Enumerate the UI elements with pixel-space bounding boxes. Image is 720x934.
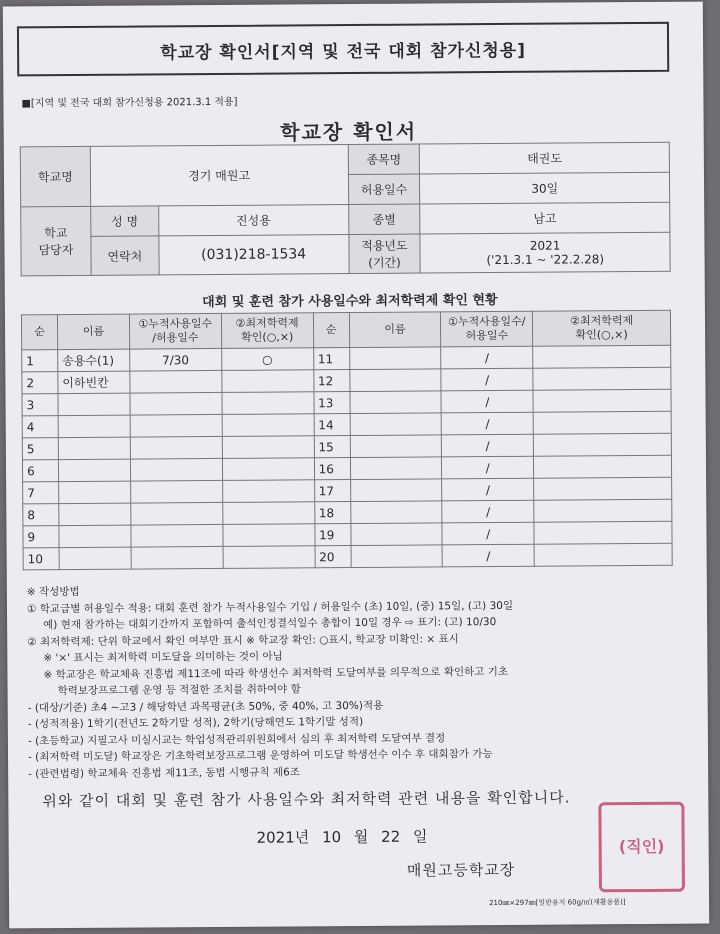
usage-cell-name [59, 547, 131, 570]
usage-cell-check: ○ [221, 348, 313, 371]
usage-cell-no2: 17 [314, 480, 350, 502]
instruction-line: 학력보장프로그램 운영 등 적절한 조치를 취하여야 함 [57, 683, 301, 698]
usage-cell-name2 [350, 391, 442, 414]
usage-cell-name [59, 525, 131, 548]
usage-cell-check [222, 392, 314, 415]
usage-header-cell: ①누적사용일수 /허용일수 [129, 313, 221, 349]
usage-cell-name2 [350, 501, 442, 524]
gender-value: 남고 [420, 202, 670, 234]
days-value: 30일 [420, 172, 670, 204]
usage-cell-name2 [350, 435, 442, 458]
usage-header-cell: 순 [313, 313, 349, 348]
instruction-line: 예) 현재 참가하는 대회기간까지 포함하여 출석인정결석일수 총합이 10일 경우 ⇨ 표기: (고) 10/30 [43, 616, 497, 632]
usage-cell-days [131, 524, 223, 547]
contact-value: (031)218-1534 [159, 235, 349, 275]
usage-cell-check [222, 370, 314, 393]
usage-cell-name2 [350, 523, 442, 546]
paper-spec-footnote: 210㎜×297㎜[일반용지 60g/㎡(재활용품)] [489, 898, 626, 908]
usage-cell-no: 10 [23, 548, 59, 570]
name-label: 성 명 [91, 206, 159, 236]
usage-cell-days2: / [441, 368, 533, 391]
usage-cell-days2: / [442, 478, 534, 501]
usage-cell-no: 6 [22, 460, 58, 482]
usage-header-cell: 순 [21, 315, 57, 350]
usage-cell-days: 7/30 [130, 348, 222, 371]
instruction-line: ② 최저학력제: 단위 학교에서 확인 여부만 표시 ※ 학교장 확인: ○표시, 학교장 미확인: × 표시 [27, 632, 459, 648]
form-note: ■[지역 및 전국 대회 참가신청용 2021.3.1 적용] [21, 96, 238, 110]
usage-cell-days [131, 546, 223, 569]
instruction-line: - (초등학교) 지필고사 미실시교는 학업성적관리위원회에서 심의 후 최저학력 도달여부 결정 [27, 731, 446, 747]
instructions [27, 580, 678, 783]
instruction-line: - (최저학력 미도달) 학교장은 기초학력보장프로그램 운영하여 미도달 학생선수 이수 후 대회참가 가능 [27, 748, 493, 764]
usage-cell-check2 [533, 367, 671, 390]
usage-cell-days [131, 502, 223, 525]
usage-cell-check2 [534, 455, 672, 478]
usage-cell-no2: 19 [314, 524, 350, 546]
usage-cell-check2 [534, 543, 672, 566]
document-header: 학교장 확인서[지역 및 전국 대회 참가신청용] [17, 22, 669, 77]
usage-cell-name [58, 459, 130, 482]
usage-cell-check [222, 480, 314, 503]
usage-cell-check [222, 458, 314, 481]
year-label: 적용년도 (기간) [348, 234, 420, 274]
usage-cell-no2: 20 [315, 546, 351, 568]
usage-cell-name2 [351, 545, 443, 568]
usage-cell-check [222, 502, 314, 525]
section-title: 대회 및 훈련 참가 사용일수와 최저학력제 확인 현황 [202, 293, 498, 311]
usage-cell-days [130, 414, 222, 437]
usage-cell-no: 5 [22, 438, 58, 460]
usage-cell-no: 9 [23, 526, 59, 548]
usage-cell-check2 [533, 345, 671, 368]
usage-cell-name2 [349, 347, 441, 370]
usage-cell-no2: 11 [313, 348, 349, 370]
usage-cell-check [222, 436, 314, 459]
usage-cell-name2 [350, 457, 442, 480]
event-label: 종목명 [348, 144, 420, 175]
usage-cell-no2: 13 [314, 392, 350, 414]
usage-cell-no: 3 [22, 394, 58, 416]
usage-cell-no2: 16 [314, 458, 350, 480]
usage-header-row [21, 310, 670, 350]
seal-text: (직인) [618, 836, 665, 857]
usage-cell-days2: / [442, 544, 534, 567]
contact-label: 연락처 [91, 236, 159, 275]
usage-header-cell: ①누적사용일수/ 허용일수 [441, 311, 533, 347]
usage-cell-name [58, 415, 130, 438]
instruction-line: ※ 학교장은 학교체육 진흥법 제11조에 따라 학생선수 최저학력 도달여부를 의무적으로 확인하고 기초 [43, 665, 509, 681]
table-row [23, 543, 672, 570]
instruction-line: - (관련법령) 학교체육 진흥법 제11조, 동법 시행규칙 제6조 [28, 765, 300, 780]
usage-header-cell: 이름 [349, 312, 441, 348]
principal-name: 매원고등학교장 [406, 860, 516, 880]
usage-cell-days [130, 436, 222, 459]
usage-cell-no: 4 [22, 416, 58, 438]
usage-cell-no2: 12 [313, 370, 349, 392]
usage-cell-days2: / [442, 456, 534, 479]
instruction-line: ※ '×' 표시는 최저학력 미도달을 의미하는 것이 아님 [43, 650, 283, 665]
usage-cell-name: 이하빈칸 [58, 371, 130, 394]
usage-cell-no2: 18 [314, 502, 350, 524]
instruction-line: ※ 작성방법 [26, 585, 80, 599]
usage-cell-check2 [533, 433, 671, 456]
seal-stamp [598, 802, 685, 893]
usage-cell-no: 7 [23, 482, 59, 504]
usage-cell-check [222, 414, 314, 437]
usage-cell-check2 [533, 411, 671, 434]
usage-cell-days2: / [442, 434, 534, 457]
instruction-line: - (성적적용) 1학기(전년도 2학기말 성적), 2학기(당해연도 1학기말 성적) [27, 715, 364, 731]
event-value: 태권도 [420, 142, 670, 174]
usage-cell-no: 8 [23, 504, 59, 526]
usage-cell-name [58, 393, 130, 416]
usage-cell-name: 송용수(1) [58, 349, 130, 372]
usage-cell-days [130, 392, 222, 415]
manager-label: 학교 담당자 [21, 206, 91, 275]
usage-table [21, 310, 673, 571]
usage-cell-check [223, 546, 315, 569]
usage-cell-days2: / [441, 390, 533, 413]
usage-cell-check2 [534, 499, 672, 522]
usage-cell-name [59, 481, 131, 504]
usage-cell-name2 [350, 413, 442, 436]
school-value: 경기 매원고 [90, 145, 348, 207]
document-page [3, 2, 709, 929]
confirm-text: 위와 같이 대회 및 훈련 참가 사용일수와 최저학력 관련 내용을 확인합니다. [42, 788, 571, 811]
usage-cell-name [58, 437, 130, 460]
usage-cell-no: 2 [22, 372, 58, 394]
usage-cell-name2 [350, 479, 442, 502]
usage-header-cell: ②최저학력제 확인(○,×) [221, 313, 313, 349]
confirm-date: 2021년 10 월 22 일 [256, 827, 428, 847]
usage-header-cell: ②최저학력제 확인(○,×) [533, 310, 671, 346]
usage-cell-no2: 14 [314, 414, 350, 436]
year-value: 2021 ('21.3.1 ~ '22.2.28) [420, 232, 670, 273]
usage-cell-days2: / [441, 412, 533, 435]
usage-cell-check2 [533, 389, 671, 412]
usage-cell-days [130, 458, 222, 481]
info-table [20, 142, 671, 277]
usage-cell-no: 1 [22, 350, 58, 372]
usage-cell-check [223, 524, 315, 547]
usage-cell-check2 [534, 477, 672, 500]
document-title: 학교장 확인서 [280, 119, 418, 145]
name-value: 진성용 [158, 205, 348, 236]
school-label: 학교명 [20, 146, 90, 206]
instruction-line: - (대상/기준) 초4 ~고3 / 해당학년 과목평균(초 50%, 중 40%, 고 30%)적용 [27, 699, 384, 714]
usage-cell-days2: / [441, 346, 533, 369]
usage-cell-days [130, 370, 222, 393]
instruction-line: ① 학교급별 허용일수 적용: 대회 훈련 참가 누적사용일수 기입 / 허용일수 (초) 10일, (중) 15일, (고) 30일 [26, 599, 514, 615]
usage-cell-name2 [349, 369, 441, 392]
usage-cell-days2: / [442, 500, 534, 523]
usage-cell-days2: / [442, 522, 534, 545]
usage-cell-no2: 15 [314, 436, 350, 458]
usage-cell-days [130, 480, 222, 503]
usage-cell-name [59, 503, 131, 526]
gender-label: 종별 [348, 204, 420, 235]
usage-header-cell: 이름 [57, 314, 129, 350]
days-label: 허용일수 [348, 174, 420, 205]
usage-cell-check2 [534, 521, 672, 544]
